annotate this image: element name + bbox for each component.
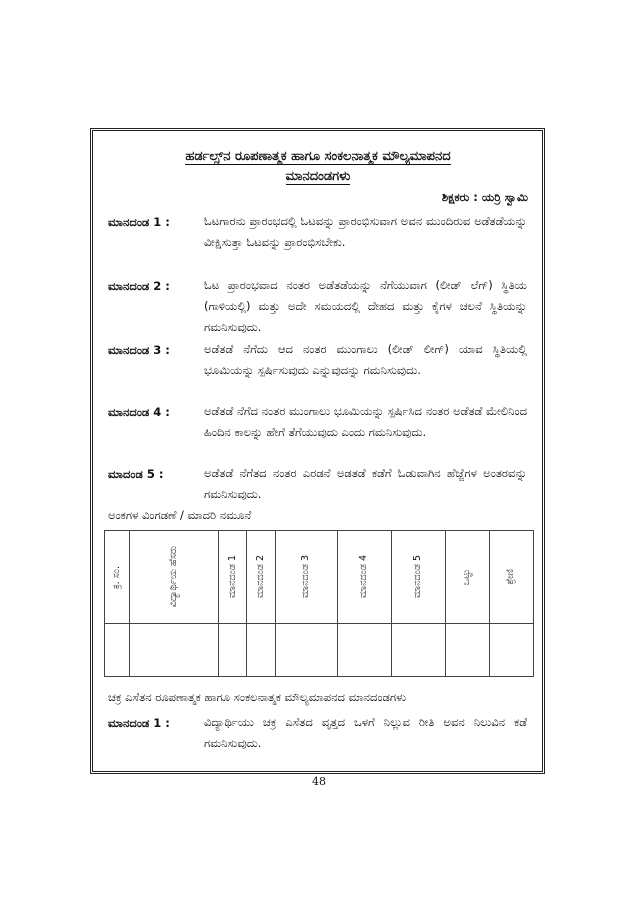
table-cell: [218, 624, 247, 677]
header-criterion-5: ಮಾನದಂಡ 5: [412, 555, 424, 599]
header-criterion-4: ಮಾನದಂಡ 4: [358, 555, 370, 599]
criterion-4-text: ಅಡೆತಡೆ ನೆಗೆದ ನಂತರ ಮುಂಗಾಲು ಭೂಮಿಯನ್ನು ಸ್ಪರ್ಷಿಸಿದ ನಂತರ ಅಡೆತಡೆ ಮೇಲಿನಿಂದ ಹಿಂದಿನ ಕಾಲನ್ನು ಹೇಗೆ ತೆಗೆಯುವುದು ಎಂದು ಗಮನಿಸುವುದು.: [204, 404, 527, 439]
header-criterion-3: ಮಾನದಂಡ 3: [300, 555, 312, 599]
criterion-3-text: ಅಡೆತಡೆ ನೆಗೆದು ಆದ ನಂತರ ಮುಂಗಾಲು (ಲೀಡ್ ಲೀಗ್) ಯಾವ ಸ್ಥಿತಿಯಲ್ಲಿ ಭೂಮಿಯನ್ನು ಸ್ಪರ್ಷಿಸುವುದು ಎನ್ನುವುದನ್ನು ಗಮನಿಸುವುದು.: [204, 342, 527, 377]
criterion-1-text: ಓಟಗಾರನು ಪ್ರಾರಂಭದಲ್ಲಿ ಓಟವನ್ನು ಪ್ರಾರಂಭಿಸುವಾಗ ಅವನ ಮುಂದಿರುವ ಅಡೆತಡೆಯನ್ನು ವೀಕ್ಷಿಸುತ್ತಾ ಓಟವನ್ನು ಪ್ರಾರಂಭಿಸಬೇಕು.: [204, 214, 527, 249]
header-serial: ಕ್ರ. ಸಂ.: [110, 565, 122, 589]
table-cell: [105, 624, 130, 677]
section2-criterion-text: ವಿದ್ಯಾರ್ಥಿಯು ಚಕ್ರ ಎಸೆತದ ವೃತ್ತದ ಒಳಗೆ ನಿಲ್ಲುವ ರೀತಿ ಅವನ ನಿಲುವಿನ ಕಡೆ ಗಮನಿಸುವುದು.: [204, 715, 527, 750]
header-criterion-2: ಮಾನದಂಡ 2: [255, 555, 267, 599]
page-subtitle: ಮಾನದಂಡಗಳು: [285, 169, 351, 184]
page-title: ಹರ್ಡಲ್ಸ್‌ನ ರೂಪಣಾತ್ಮಕ ಹಾಗೂ ಸಂಕಲನಾತ್ಮಕ ಮೌಲ್ಯಮಾಪನದ: [185, 149, 451, 164]
score-table: [104, 530, 534, 677]
criterion-4-label: ಮಾನದಂಡ 4 :: [108, 405, 170, 419]
criterion-5-text: ಅಡೆತಡೆ ನೆಗೆತದ ನಂತರ ಎರಡನೆ ಅಡತಡೆ ಕಡೆಗೆ ಓಡುವಾಗಿನ ಹೆಜ್ಜೆಗಳ ಅಂತರವನ್ನು ಗಮನಿಸುವುದು.: [204, 466, 527, 501]
table-row: [105, 624, 534, 677]
criterion-5-label: ಮಾದಂಡ 5 :: [108, 467, 164, 481]
criterion-2-text: ಓಟ ಪ್ರಾರಂಭವಾದ ನಂತರ ಅಡೆತಡೆಯನ್ನು ನೆಗೆಯುವಾಗ (ಲೀಡ್ ಲೆಗ್) ಸ್ಥಿತಿಯ (ಗಾಳಿಯಲ್ಲಿ) ಮತ್ತು ಅದೇ ಸಮಯದಲ್ಲಿ ದೇಹದ ಮತ್ತು ಕೈಗಳ ಚಲನೆ ಸ್ಥಿತಿಯನ್ನು ಗಮನಿಸುವುದು.: [204, 278, 527, 334]
table-cell: [337, 624, 391, 677]
header-grade: ಶ್ರೇಣಿ: [505, 569, 517, 585]
header-student-name: ವಿದ್ಯಾರ್ಥಿಯ ಹೆಸರು: [167, 546, 179, 608]
table-header-row: [105, 531, 534, 624]
section2-criterion-label: ಮಾನದಂಡ 1 :: [108, 716, 170, 730]
sample-heading: ಅಂಕಗಳ ವಿಂಗಡಣೆ / ಮಾದರಿ ನಮೂನೆ: [108, 508, 252, 522]
section2-heading: ಚಕ್ರ ಎಸೆತನ ರೂಪಣಾತ್ಮಕ ಹಾಗೂ ಸಂಕಲನಾತ್ಮಕ ಮೌಲ್ಯಮಾಪನದ ಮಾನದಂಡಗಳು: [108, 690, 406, 704]
table-cell: [129, 624, 218, 677]
table-cell: [275, 624, 337, 677]
page-number: 48: [312, 775, 326, 788]
table-cell: [247, 624, 276, 677]
criterion-3-label: ಮಾನದಂಡ 3 :: [108, 343, 170, 357]
criterion-2-label: ಮಾನದಂಡ 2 :: [108, 279, 170, 293]
table-cell: [445, 624, 489, 677]
author: ಶಿಕ್ಷಕರು : ಯರ್ರಿ ಸ್ವಾಮಿ: [441, 190, 528, 204]
header-total: ಒಟ್ಟು: [461, 568, 473, 586]
criterion-1-label: ಮಾನದಂಡ 1 :: [108, 215, 170, 229]
table-cell: [391, 624, 445, 677]
header-criterion-1: ಮಾನದಂಡ 1: [226, 555, 238, 599]
table-cell: [489, 624, 533, 677]
